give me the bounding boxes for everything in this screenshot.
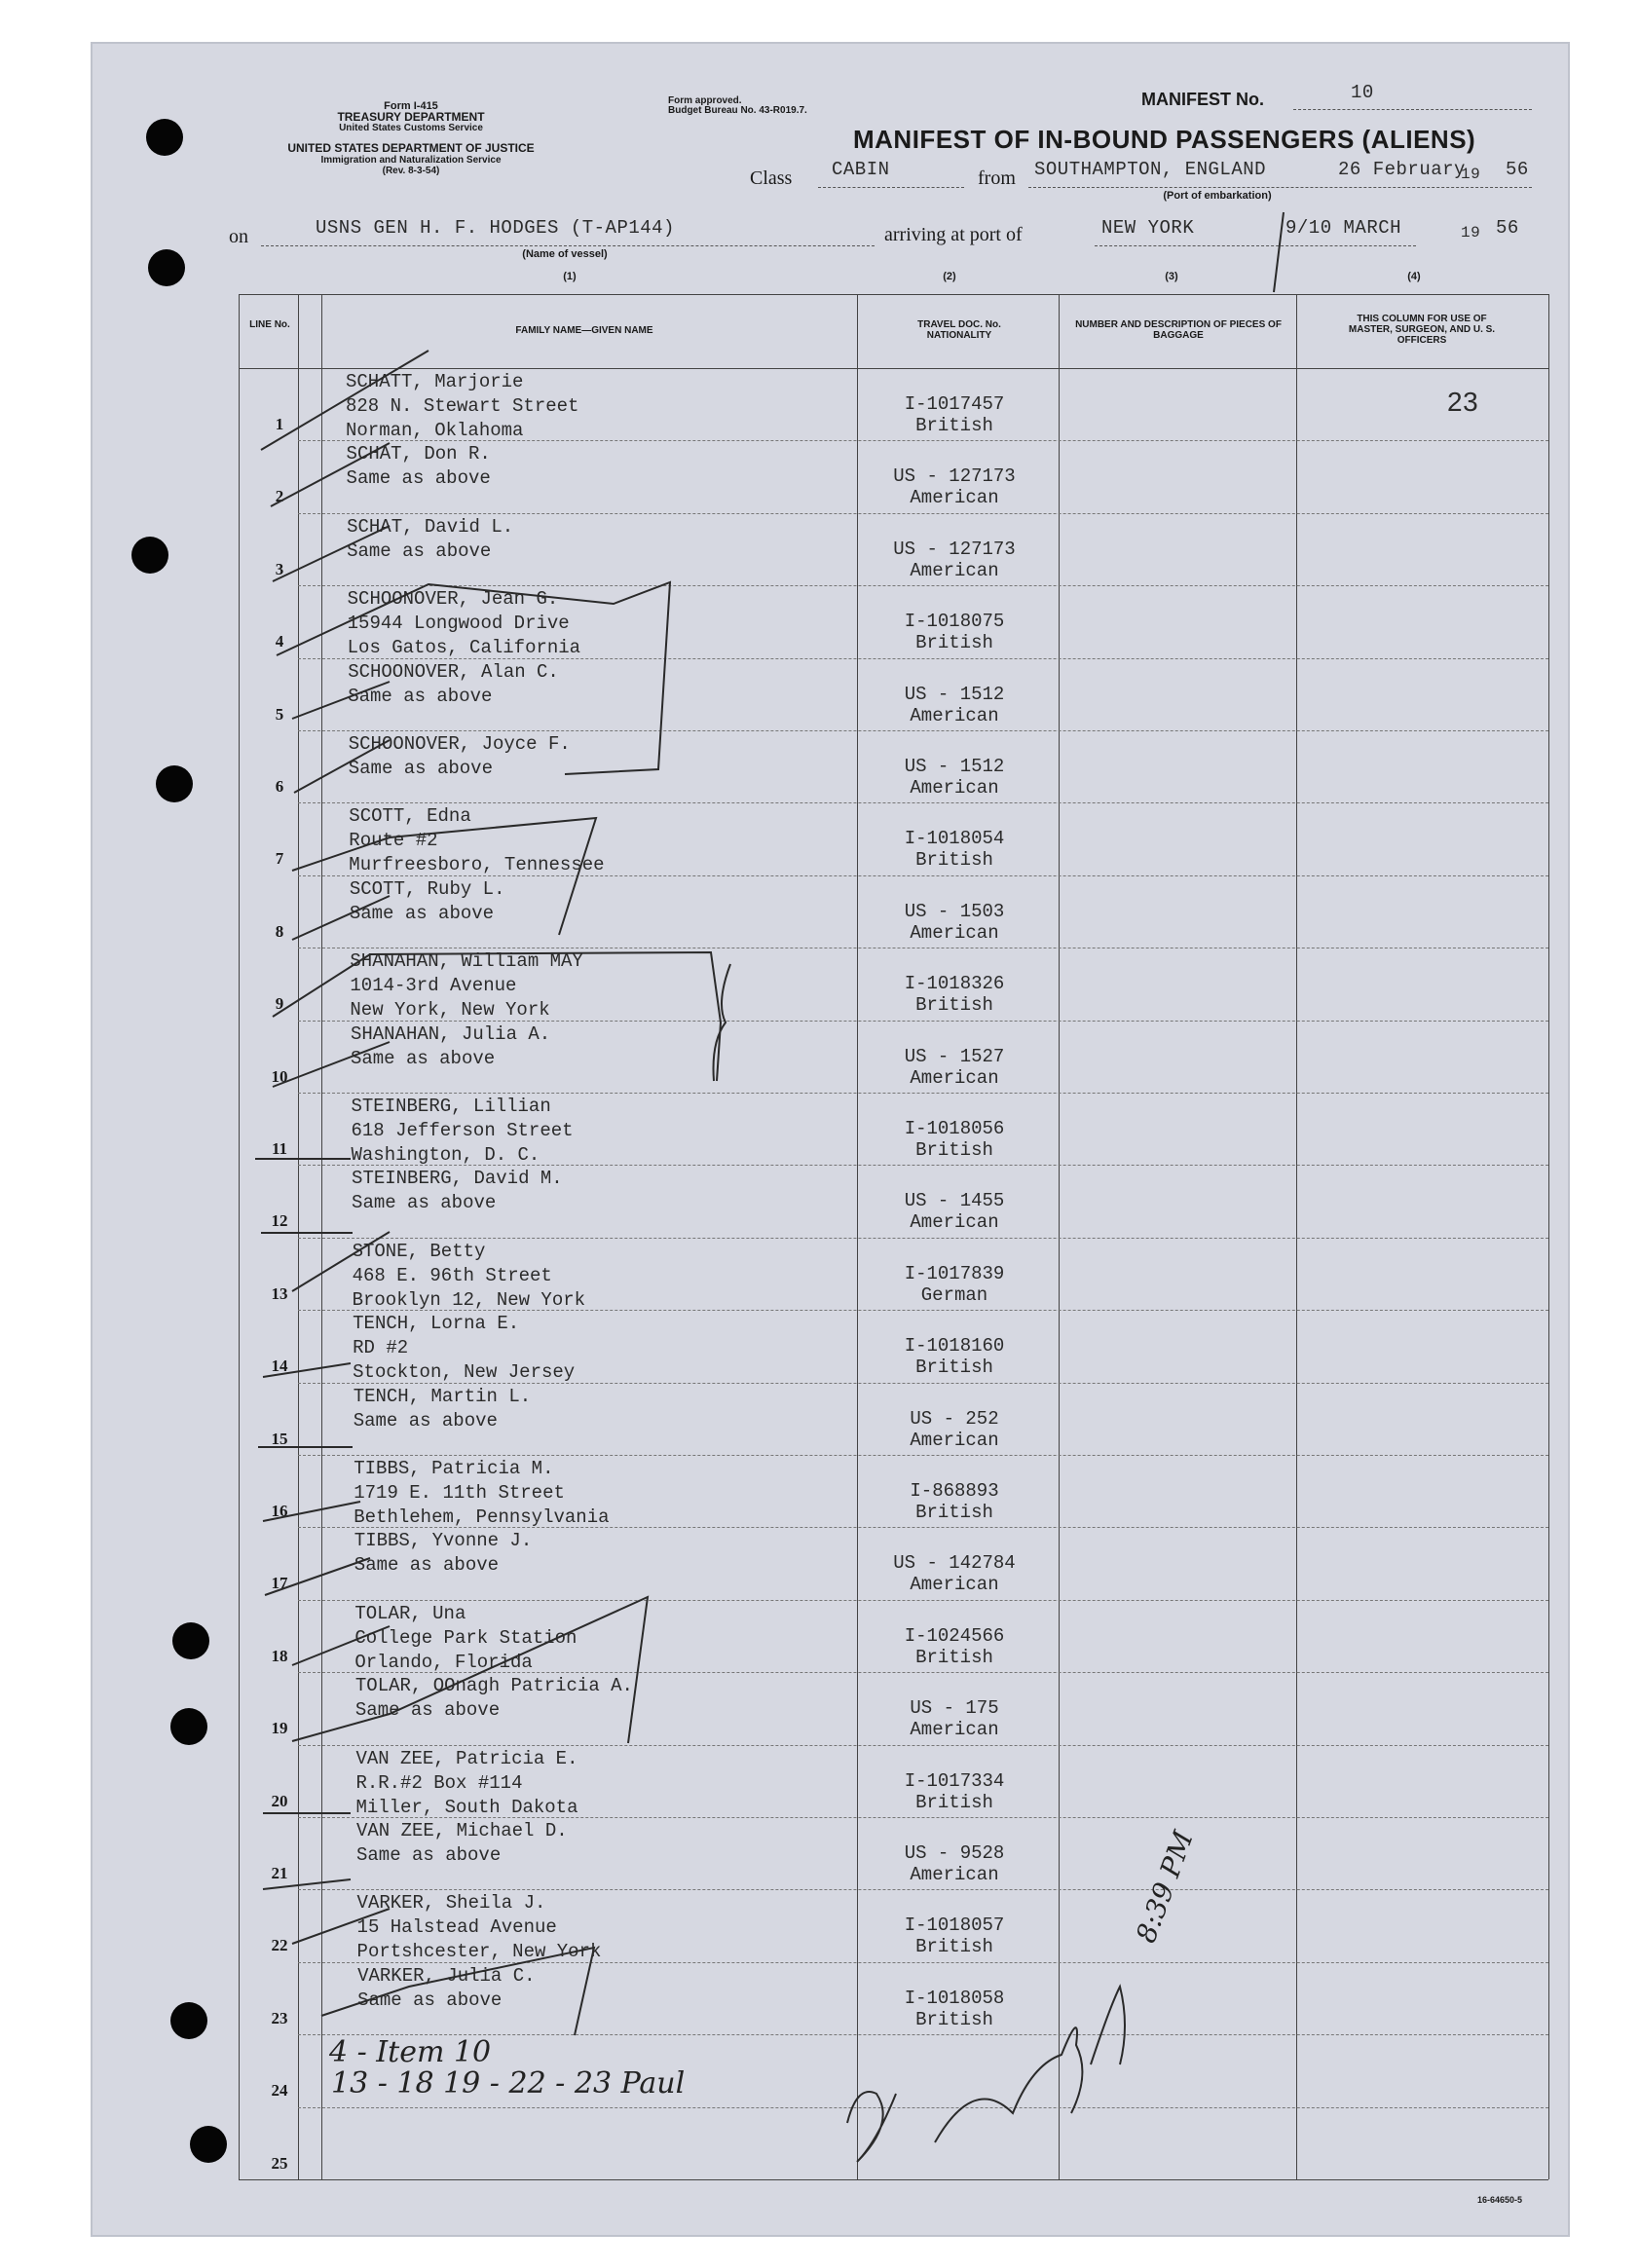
travel-doc-number: I-1018160 [904,1335,1005,1357]
passenger-name: SCHAT, Don R. [346,443,491,465]
check-mark [292,1232,390,1291]
travel-doc-number: I-1018326 [904,973,1005,995]
passenger-address: Route #2 [349,830,438,852]
header-doc: TRAVEL DOC. No. NATIONALITY [917,319,1001,341]
arrival-port: NEW YORK [1101,217,1195,239]
strike-mark [263,1879,351,1889]
line-number: 2 [275,487,284,506]
passenger-address: Orlando, Florida [354,1651,533,1673]
passenger-address: 1719 E. 11th Street [354,1482,565,1504]
passenger-address: Same as above [348,685,493,707]
nationality: American [910,1066,999,1089]
footer-code: 16-64650-5 [1476,2195,1523,2205]
passenger-address: Washington, D. C. [351,1144,540,1166]
passenger-address: Bethlehem, Pennsylvania [354,1506,610,1528]
travel-doc-number: US - 127173 [893,538,1016,560]
line-number: 24 [271,2081,288,2101]
manifest-no: 10 [1351,82,1374,103]
line-number: 15 [271,1429,288,1448]
travel-doc-number: I-1018075 [904,611,1005,633]
line-number: 9 [275,994,284,1014]
travel-doc-number: I-1018056 [904,1118,1005,1139]
passenger-name: TIBBS, Patricia M. [354,1458,554,1479]
nationality: British [915,2008,993,2030]
passenger-name: STONE, Betty [352,1240,486,1262]
passenger-address: Same as above [348,758,493,779]
arrival-year-prefix: 19 [1461,224,1481,242]
passenger-address: Norman, Oklahoma [346,420,524,441]
officer-note: 23 [1447,387,1479,417]
line-number: 5 [275,704,284,724]
line-number: 14 [271,1357,288,1376]
from-date: 26 February [1338,159,1466,180]
passenger-address: Same as above [350,1047,496,1069]
from-year: 56 [1506,159,1529,180]
signature-scribble [935,2027,1082,2142]
tick-mark [1274,212,1284,292]
line-number: 13 [271,1283,288,1303]
passenger-name: SCHAT, David L. [347,515,514,538]
nationality: American [910,1211,999,1234]
arrival-date: 9/10 MARCH [1285,217,1402,239]
nationality: American [910,777,999,799]
travel-doc-number: I-868893 [910,1480,999,1502]
passenger-name: SCOTT, Edna [349,805,471,828]
passenger-name: SCHOONOVER, Joyce F. [348,733,571,755]
passenger-name: SCHOONOVER, Jean G. [347,588,559,611]
check-mark [271,443,390,506]
on-label: on [229,226,248,247]
line-number: 7 [275,849,284,869]
passenger-name: TIBBS, Yvonne J. [354,1530,533,1552]
passenger-address: Same as above [347,539,492,562]
line-number: 19 [271,1719,288,1738]
check-mark [292,682,390,719]
signature-scribble [1091,1987,1125,2064]
passenger-name: SHANAHAN, Julia A. [350,1022,551,1045]
passenger-name: SCHOONOVER, Alan C. [348,660,559,683]
passenger-address: RD #2 [353,1337,409,1359]
travel-doc-number: US - 252 [910,1407,999,1430]
passenger-address: 15944 Longwood Drive [347,613,570,635]
bracket-mark [321,1948,594,2035]
passenger-address: Same as above [353,1409,498,1431]
travel-doc-number: US - 127173 [893,465,1016,488]
bracket-mark [277,582,670,774]
passenger-address: R.R.#2 Box #114 [355,1771,523,1794]
passenger-address: 15 Halstead Avenue [356,1916,557,1939]
strike-mark [263,1502,360,1521]
check-mark [261,351,428,450]
form-approved: Form approved. [668,95,742,106]
revision: (Rev. 8-3-54) [382,166,440,176]
manifest-title: MANIFEST OF IN-BOUND PASSENGERS (ALIENS) [853,125,1476,154]
passenger-address: Same as above [356,1844,502,1866]
nationality: American [910,1864,999,1885]
nationality: American [910,1429,999,1451]
passenger-name: TENCH, Lorna E. [353,1313,520,1335]
passenger-name: VARKER, Julia C. [357,1964,536,1987]
check-mark [273,526,390,581]
travel-doc-number: I-1018057 [904,1915,1005,1937]
passenger-address: Same as above [354,1699,501,1722]
travel-doc-number: I-1018054 [904,828,1005,850]
ins-service: Immigration and Naturalization Service [320,155,502,166]
line-number: 18 [271,1646,288,1665]
line-number: 3 [275,559,284,578]
nationality: American [910,559,999,581]
from-value: SOUTHAMPTON, ENGLAND [1034,159,1267,180]
travel-doc-number: I-1017334 [904,1769,1005,1792]
check-mark [294,740,390,793]
col-number-3: (3) [1165,271,1178,282]
travel-doc-number: US - 175 [910,1697,999,1720]
passenger-address: Portshcester, New York [356,1941,602,1963]
nationality: American [910,704,999,726]
budget-bureau: Budget Bureau No. 43-R019.7. [668,105,807,116]
passenger-name: VAN ZEE, Patricia E. [355,1747,578,1769]
col-number-1: (1) [563,271,577,282]
nationality: British [915,1646,993,1668]
passenger-address: 828 N. Stewart Street [346,395,579,417]
passenger-address: 1014-3rd Avenue [350,975,517,997]
passenger-address: Stockton, New Jersey [353,1361,576,1384]
manifest-no-label: MANIFEST No. [1141,90,1264,109]
passenger-name: TOLAR, OOnagh Patricia A. [354,1675,633,1697]
line-number: 4 [275,632,284,651]
line-number: 8 [275,921,284,941]
nationality: British [915,1502,993,1523]
col-number-4: (4) [1407,271,1421,282]
passenger-name: SCOTT, Ruby L. [349,877,505,900]
from-label: from [978,167,1016,189]
line-number: 10 [271,1066,288,1086]
travel-doc-number: I-1018058 [904,1987,1005,2009]
nationality: British [915,1139,993,1161]
passenger-address: Same as above [346,467,491,490]
line-number: 21 [271,1864,288,1882]
passenger-address: College Park Station [354,1626,577,1649]
port-caption: (Port of embarkation) [1163,190,1272,202]
line-number: 6 [275,777,284,796]
signature-scribble [847,2092,896,2162]
travel-doc-number: I-1017839 [904,1262,1005,1284]
handwritten-note-2: 13 - 18 19 - 22 - 23 Paul [331,2066,686,2101]
travel-doc-number: US - 9528 [904,1842,1005,1864]
header-baggage: NUMBER AND DESCRIPTION OF PIECES OF BAGGAGE [1075,319,1282,341]
nationality: American [910,487,999,509]
passenger-name: VARKER, Sheila J. [356,1892,546,1915]
passenger-address: Murfreesboro, Tennessee [349,854,605,876]
col-number-2: (2) [943,271,956,282]
line-number: 11 [271,1139,288,1158]
line-number: 12 [271,1211,288,1231]
passenger-name: SCHATT, Marjorie [346,371,524,392]
vessel-caption: (Name of vessel) [522,248,608,260]
justice-dept: UNITED STATES DEPARTMENT OF JUSTICE [287,141,535,155]
nationality: British [915,1357,993,1379]
line-number: 20 [271,1791,288,1810]
header-line-no: LINE No. [249,319,290,330]
line-number: 16 [271,1502,288,1520]
passenger-address: 468 E. 96th Street [352,1264,552,1286]
travel-doc-number: I-1024566 [904,1624,1005,1647]
passenger-name: STEINBERG, Lillian [351,1096,551,1117]
travel-doc-number: US - 1455 [904,1190,1005,1212]
nationality: British [915,1936,993,1958]
bracket-mark [292,1597,648,1743]
nationality: American [910,1574,999,1596]
passenger-address: 618 Jefferson Street [351,1120,574,1141]
handwritten-note-3: 8:39 PM [1130,1826,1200,1948]
treasury-dept: TREASURY DEPARTMENT [337,110,485,124]
travel-doc-number: US - 1527 [904,1045,1005,1067]
check-mark [273,1042,390,1087]
passenger-name: SHANAHAN, William MAY [350,950,583,973]
strike-mark [263,1363,351,1377]
line-number: 25 [271,2153,288,2173]
nationality: British [915,994,993,1017]
header-officers: THIS COLUMN FOR USE OF MASTER, SURGEON, AND U. S. OFFICERS [1348,314,1496,346]
passenger-address: Same as above [354,1554,500,1577]
handwritten-note-1: 4 - Item 10 [329,2035,492,2069]
customs-service: United States Customs Service [339,123,483,133]
class-label: Class [750,167,793,189]
vessel-name: USNS GEN H. F. HODGES (T-AP144) [316,217,675,239]
passenger-name: VAN ZEE, Michael D. [356,1820,568,1841]
from-year-prefix: 19 [1461,166,1481,183]
header-name: FAMILY NAME—GIVEN NAME [515,325,653,336]
travel-doc-number: US - 1512 [904,756,1005,777]
travel-doc-number: I-1017457 [904,393,1005,415]
nationality: American [910,1719,999,1741]
travel-doc-number: US - 1503 [904,900,1005,922]
check-mark [265,1558,370,1595]
nationality: British [915,849,993,872]
nationality: American [910,921,999,944]
nationality: German [920,1283,988,1306]
passenger-address: Miller, South Dakota [355,1796,578,1818]
passenger-name: TENCH, Martin L. [353,1385,532,1407]
check-mark [292,1626,390,1665]
passenger-address: Brooklyn 12, New York [352,1288,586,1311]
line-number: 22 [271,1936,288,1955]
passenger-address: Same as above [352,1192,497,1214]
class-value: CABIN [832,159,890,180]
nationality: British [915,632,993,654]
line-number: 17 [271,1574,288,1593]
line-number: 23 [271,2008,288,2027]
check-mark [292,896,390,940]
passenger-address: Same as above [349,902,495,924]
passenger-address: Los Gatos, California [347,637,581,659]
form-number: Form I-415 [384,100,438,112]
travel-doc-number: US - 1512 [904,683,1005,705]
arriving-label: arriving at port of [884,224,1023,245]
passenger-address: New York, New York [350,999,550,1022]
nationality: British [915,1791,993,1813]
check-mark [292,1909,390,1944]
passenger-name: STEINBERG, David M. [352,1168,563,1190]
travel-doc-number: US - 142784 [893,1552,1016,1575]
passenger-address: Same as above [357,1989,503,2011]
nationality: British [915,415,993,436]
line-number: 1 [275,415,284,433]
passenger-name: TOLAR, Una [354,1602,466,1624]
arrival-year: 56 [1496,217,1519,239]
bracket-mark [292,818,596,935]
